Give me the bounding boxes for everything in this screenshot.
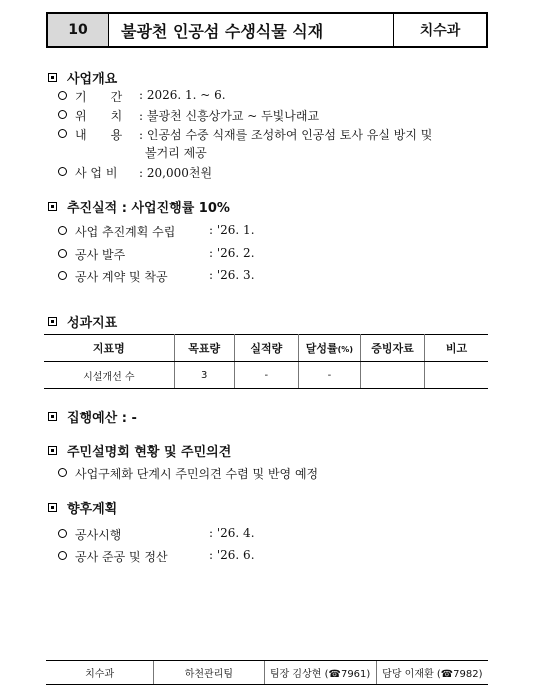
footer-staff: 담당 이재환 (☎7982) <box>382 669 483 680</box>
table-header-row <box>44 335 488 362</box>
item-label: 사 업 비 <box>75 166 118 180</box>
item-value: : 불광천 신흥상가교 ~ 두빛나래교 <box>139 109 320 123</box>
item-number: 10 <box>48 14 109 46</box>
column-header: 비고 <box>424 335 488 362</box>
item-label: 위 치 <box>75 109 123 123</box>
table-cell: 3 <box>174 362 234 389</box>
item-value: : '26. 6. <box>209 548 255 562</box>
square-bullet-icon <box>48 317 57 326</box>
section-title: 향후계획 <box>67 502 118 517</box>
item-label: 공사 발주 <box>75 248 126 262</box>
item-label: 내 용 <box>75 128 123 142</box>
section-progress-heading <box>48 197 230 216</box>
table-cell: 시설개선 수 <box>44 362 174 389</box>
item-value: 사업구체화 단계시 주민의견 수렴 및 반영 예정 <box>75 467 319 481</box>
item-value-continued: 볼거리 제공 <box>145 146 207 160</box>
section-title: 성과지표 <box>67 316 118 331</box>
column-header: 실적량 <box>234 335 298 362</box>
item-value: : '26. 1. <box>209 223 255 237</box>
column-header-text: 달성률 <box>305 342 338 355</box>
list-item <box>58 126 432 143</box>
item-value: : 인공섬 수중 식재를 조성하여 인공섬 토사 유실 방지 및 <box>139 128 433 142</box>
item-value: : '26. 2. <box>209 246 255 260</box>
column-header-unit: (%) <box>337 345 353 354</box>
column-header: 증빙자료 <box>360 335 424 362</box>
circle-bullet-icon <box>58 91 67 100</box>
circle-bullet-icon <box>58 226 67 235</box>
page-title: 불광천 인공섬 수생식물 식재 <box>109 14 394 46</box>
title-box <box>46 12 488 48</box>
section-title: 사업개요 <box>67 72 118 87</box>
circle-bullet-icon <box>58 167 67 176</box>
circle-bullet-icon <box>58 271 67 280</box>
circle-bullet-icon <box>58 129 67 138</box>
table-row <box>44 362 488 389</box>
circle-bullet-icon <box>58 529 67 538</box>
list-item <box>58 164 212 181</box>
section-title: 추진실적 : 사업진행률 10% <box>67 201 230 216</box>
circle-bullet-icon <box>58 110 67 119</box>
section-overview-heading <box>48 68 117 87</box>
section-plan-heading <box>48 498 117 517</box>
department-label: 치수과 <box>419 23 461 39</box>
circle-bullet-icon <box>58 249 67 258</box>
circle-bullet-icon <box>58 468 67 477</box>
footer-department: 치수과 <box>46 661 154 684</box>
list-item <box>58 268 255 285</box>
footer-team: 하천관리팀 <box>154 661 264 684</box>
table-cell: - <box>298 362 360 389</box>
section-hearing-heading <box>48 441 231 460</box>
section-budget-heading <box>48 407 137 426</box>
contact-footer <box>46 660 488 685</box>
list-item <box>58 107 319 124</box>
list-item <box>58 223 255 240</box>
item-value: : 20,000천원 <box>139 166 213 180</box>
list-item <box>58 88 226 105</box>
section-kpi-heading <box>48 312 117 331</box>
list-item <box>58 548 255 565</box>
square-bullet-icon <box>48 503 57 512</box>
square-bullet-icon <box>48 202 57 211</box>
item-label: 사업 추진계획 수립 <box>75 225 176 239</box>
square-bullet-icon <box>48 73 57 82</box>
item-value: : 2026. 1. ~ 6. <box>139 88 226 102</box>
item-value: : '26. 4. <box>209 526 255 540</box>
section-title: 주민설명회 현황 및 주민의견 <box>67 445 232 460</box>
column-header: 목표량 <box>174 335 234 362</box>
list-item <box>58 465 318 482</box>
table-cell <box>360 362 424 389</box>
table-cell: - <box>234 362 298 389</box>
item-label: 기 간 <box>75 90 123 104</box>
kpi-table <box>44 334 488 389</box>
square-bullet-icon <box>48 412 57 421</box>
list-item <box>58 526 255 543</box>
list-item <box>58 246 255 263</box>
item-value: : '26. 3. <box>209 268 255 282</box>
column-header <box>298 335 360 362</box>
circle-bullet-icon <box>58 551 67 560</box>
column-header: 지표명 <box>44 335 174 362</box>
table-cell <box>424 362 488 389</box>
footer-team-leader: 팀장 김상현 (☎7961) <box>265 661 377 684</box>
item-label: 공사시행 <box>75 528 122 542</box>
item-label: 공사 준공 및 정산 <box>75 550 168 564</box>
item-label: 공사 계약 및 착공 <box>75 270 168 284</box>
square-bullet-icon <box>48 446 57 455</box>
section-title: 집행예산 : - <box>67 411 137 426</box>
